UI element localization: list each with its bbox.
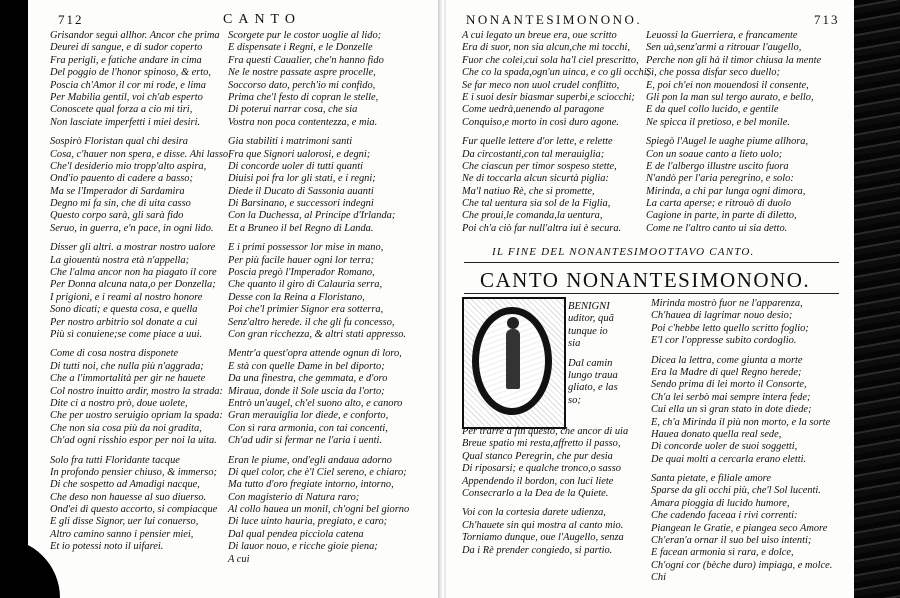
verse-line: Disser gli altri. a mostrar nostro ualore <box>50 242 216 254</box>
verse-line: Santa pietate, e filiale amore <box>651 473 771 485</box>
verse-line: Che l'alma ancor non ha piagato il core <box>50 267 217 279</box>
verse-line: Ma'l natiuo Rè, che si promette, <box>462 185 595 197</box>
verse-line: Vostra non poca contentezza, e mia. <box>228 116 378 128</box>
verse-line: Per Mabilia gentil, voi ch'ab esperto <box>50 91 203 103</box>
verse-line: Dicea la lettra, come giunta a morte <box>651 354 803 366</box>
right-column-2-bottom <box>651 298 832 585</box>
verse-line: E, poi ch'ei non mouendosi il consente, <box>646 79 809 91</box>
verse-line: E da quel collo lucido, e gentile <box>646 104 779 116</box>
verse-line: uditor, quã <box>568 313 614 325</box>
right-page-number: 713 <box>814 12 840 27</box>
woodcut-initial-o <box>462 297 566 429</box>
verse-line: Come di cosa nostra disponete <box>50 348 179 360</box>
verse-line: Al collo hauea un monil, ch'ogni bel giorno <box>228 504 410 516</box>
verse-line: Era di suor, non sia alcun,che mi tocchi, <box>462 42 630 54</box>
verse-line: E dispensate i Regni, e le Donzelle <box>228 42 373 54</box>
verse-line: Poscia ch'Amor il cor mi rode, e lima <box>50 79 206 91</box>
verse-line: E facean armonia sì rara, e dolce, <box>651 547 794 559</box>
verse-line: Fra questi Caualier, che'n hanno fido <box>228 54 384 66</box>
verse-line: Con un soaue canto a lieto uolo; <box>646 148 783 160</box>
verse-line: Del poggio de l'honor spinoso, & erto, <box>50 67 211 79</box>
verse-line: Spiegò l'Augel le uaghe piume allhora, <box>646 136 809 148</box>
verse-line: Da circostanti,con tal merauiglia; <box>462 148 605 160</box>
verse-line: Di tutti noi, che nulla più n'aggrada; <box>50 360 204 372</box>
verse-line: Gli pon la man sul tergo aurato, e bello, <box>646 91 814 103</box>
verse-line: Ma se l'Imperador di Sardamira <box>50 185 185 197</box>
verse-line: Con sì rara armonia, con tai concenti, <box>228 422 388 434</box>
verse-line: A cui legato un breue era, oue scritto <box>462 30 617 41</box>
right-running-head: NONANTESIMONONO. <box>466 12 643 27</box>
verse-line: Sendo prima di lei morto il Consorte, <box>651 379 807 391</box>
verse-line: Sparse da gli occhi più, che'l Sol lucenti. <box>651 485 821 497</box>
verse-line: Di luce uinto hauria, pregiato, e caro; <box>228 516 388 528</box>
verse-line: Con la Duchessa, al Principe d'Irlanda; <box>228 210 396 222</box>
left-page <box>28 0 444 598</box>
verse-line: Mirinda, a chi par lunga ogni dimora, <box>646 185 806 197</box>
right-column-1-bottom <box>462 426 628 557</box>
verse-line: Più sì conuiene;se come piace a uui. <box>50 328 203 340</box>
verse-line: Per più facile hauer ogni lor terra; <box>228 254 375 266</box>
verse-line: Fra perigli, e fatiche andare in cima <box>50 54 202 66</box>
verse-line: Degno mi fa sin, che di uita casso <box>50 198 191 210</box>
verse-line: Scorgete pur le costor uoglie al lido; <box>228 30 382 41</box>
rule-top <box>464 262 839 263</box>
verse-line: Sono dicati; e questa cosa, e quella <box>50 304 198 316</box>
verse-line: Di che sospetto ad Amadigi nacque, <box>50 479 200 491</box>
verse-line: Ne di toccarla alcun sicurtà piglia: <box>462 173 609 185</box>
stanza-break <box>568 350 618 357</box>
verse-line: Ond'io pauento di cadere a basso; <box>50 173 193 185</box>
verse-line: Breue spatio mi resta,affretto il passo, <box>462 438 621 450</box>
verse-line: so; <box>568 394 581 406</box>
verse-line: Sì, che possa disfar seco duello; <box>646 67 780 79</box>
stanza-break <box>228 235 409 242</box>
stanza-break <box>651 348 832 355</box>
verse-line: Di quel color, che è'l Ciel sereno, e chiaro; <box>228 466 407 478</box>
verse-line: Se far meco non uuol crudel conflitto, <box>462 79 620 91</box>
verse-line: Conquiso,e morto in così duro agone. <box>462 116 619 128</box>
verse-line: Gia stabiliti i matrimoni santi <box>228 136 353 148</box>
stanza-break <box>228 448 409 455</box>
verse-line: Che deso non hauesse al suo diuerso. <box>50 491 207 503</box>
verse-line: Poi ch'a ciò far null'altra iui è secura. <box>462 222 622 234</box>
verse-line: De quai molti a cercarla erano eletti. <box>651 453 807 465</box>
verse-line: Da una finestra, che gemmata, e d'oro <box>228 373 388 385</box>
verse-line: Ne le nostre passate aspre procelle, <box>228 67 376 79</box>
verse-line: Torniamo dunque, oue l'Augello, senza <box>462 532 624 544</box>
verse-line: Fuor che colei,cui sola ha'l ciel prescritto, <box>462 54 639 66</box>
left-running-head: CANTO <box>223 12 301 27</box>
verse-line: Deurei di sangue, e di sudor coperto <box>50 42 203 54</box>
verse-line: Con gran ricchezza, & altri stati appresso. <box>228 328 406 340</box>
verse-line: Hauea donato quella real sede, <box>651 428 782 440</box>
verse-line: Conoscete qual forza a cio mi tiri, <box>50 104 193 116</box>
verse-line: Appendendo il bordon, con luci liete <box>462 475 614 487</box>
verse-line: N'andò per l'aria peregrino, e solo: <box>646 173 794 185</box>
verse-line: Che cadendo faceaa i rivi correnti: <box>651 510 798 522</box>
verse-line: Et io potessi noto il uifarei. <box>50 541 164 553</box>
verse-line: Entrò un'augel, ch'el suono alto, e canoro <box>228 397 403 409</box>
left-column-1 <box>50 30 231 554</box>
verse-line: Che per uostro seruigio opriam la spada: <box>50 410 223 422</box>
verse-line: Ch'ad udir si fermar ne l'aria i uenti. <box>228 435 382 447</box>
verse-line: Prima che'l festo di copran le stelle, <box>228 91 379 103</box>
stanza-break <box>462 129 650 136</box>
left-column-2 <box>228 30 409 566</box>
verse-line: Ch'hauete sin qui mostra al canto mio. <box>462 519 624 531</box>
stanza-break <box>50 341 231 348</box>
verse-line: Che ciascun per timor sospeso stette, <box>462 160 617 172</box>
verse-line: Per trarre a fin questo, che ancor di uia <box>462 426 629 437</box>
verse-line: Fur quelle lettere d'or lette, e relette <box>462 136 613 148</box>
verse-line: Di Barsinano, e successori indegni <box>228 198 374 210</box>
verse-line: Cosa, c'hauer non spera, e disse. Ahi lasso, <box>50 148 231 160</box>
verse-line: In profondo pensier chiuso, & immerso; <box>50 466 218 478</box>
verse-line: Come ne l'altro canto ui sia detto. <box>646 222 788 234</box>
verse-line: sia <box>568 338 581 350</box>
right-page <box>446 0 854 598</box>
verse-line: lungo traua <box>568 369 618 381</box>
verse-line: Era la Madre di quel Regno herede; <box>651 366 802 378</box>
verse-line: Poi che'l primier Signor era sotterra, <box>228 304 384 316</box>
verse-line: Che proui,le comanda,la uentura, <box>462 210 603 222</box>
verse-line: Voi con la cortesia darete udienza, <box>462 507 606 519</box>
stanza-break <box>228 341 409 348</box>
verse-line: Che a l'immortalità per gir ne hauete <box>50 373 206 385</box>
verse-line: Per Donna alcuna nata,o per Donzella; <box>50 279 216 291</box>
verse-line: Perche non gli hà il timor chiusa la mente <box>646 54 822 66</box>
verse-line: Dite ci a nostro prò, doue uolete, <box>50 397 188 409</box>
verse-line: E gli disse Signor, uer lui conuerso, <box>50 516 199 528</box>
verse-line: Sospirò Floristan qual chi desira <box>50 136 188 148</box>
verse-line: I prigioni, e i reami al nostro honore <box>50 291 203 303</box>
verse-line: Dal qual pendea picciola catena <box>228 528 364 540</box>
verse-line: E, ch'a Mirinda il più non morto, e la sorte <box>651 416 831 428</box>
verse-line: Piangean le Gratie, e piangea seco Amore <box>651 522 828 534</box>
verse-line: Non lasciate imperfetti i miei desiri. <box>50 116 201 128</box>
stanza-break <box>462 500 628 507</box>
verse-line: Che non sia cosa più da noi gradita, <box>50 422 202 434</box>
rule-bottom <box>464 293 839 294</box>
verse-line: Ch'ad ogni risshio espor per noi la uita. <box>50 435 217 447</box>
verse-line: Poi c'hebbe letto quello scritto foglio; <box>651 322 809 334</box>
verse-line: Mirinda mostrò fuor ne l'apparenza, <box>651 298 803 309</box>
verse-line: Cui ella un sì gran stato in dote diede; <box>651 404 812 416</box>
verse-line: Da i Rè prender congiedo, si partio. <box>462 544 613 556</box>
stanza-break <box>50 129 231 136</box>
verse-line: Dal camin <box>568 357 613 369</box>
verse-line: tunque io <box>568 325 608 337</box>
stanza-break <box>50 235 231 242</box>
verse-line: Di lauor nouo, e ricche gioie piena; <box>228 541 378 553</box>
verse-line: Senz'altro herede. il che gli fu concesso, <box>228 316 395 328</box>
right-column-1-top <box>462 30 650 235</box>
verse-line: Che tal uentura sia sol de la Figlia, <box>462 198 611 210</box>
verse-line: E stà con quelle Dame in bel diporto; <box>228 360 385 372</box>
verse-line: Diede il Ducato di Sassonia auanti <box>228 185 374 197</box>
verse-line: Cagione in parte, in parte di diletto, <box>646 210 797 222</box>
verse-line: Come uedrà,uenendo al paragone <box>462 104 604 116</box>
verse-line: Di concorde uoler de suoi soggetti, <box>651 441 798 453</box>
verse-line: La giouentù nostra età n'appella; <box>50 254 190 266</box>
verse-line: A cui <box>228 553 250 565</box>
verse-line: Et a Bruneo il bel Regno di Landa. <box>228 222 374 234</box>
stanza-break <box>50 448 231 455</box>
verse-line: Gran merauiglia lor diede, e conforto, <box>228 410 389 422</box>
verse-line: Ma tutto d'oro fregiate intorno, intorno, <box>228 479 394 491</box>
verse-line: Altro camino sanno i pensier miei, <box>50 528 194 540</box>
verse-line: E i primi possessor lor mise in mano, <box>228 242 384 254</box>
verse-line: E'l cor l'oppresse subito cordoglio. <box>651 335 797 347</box>
verse-line: Ond'ei di questo accorto, si compiacque <box>50 504 218 516</box>
verse-line: Qual stanco Peregrin, che pur desia <box>462 450 613 462</box>
verse-line: Che'l desiderio mio tropp'alto aspira, <box>50 160 207 172</box>
book-cover-edge <box>854 0 900 598</box>
verse-line: BENIGNI <box>568 301 610 312</box>
verse-line: Poscia pregò l'Imperador Romano, <box>228 267 375 279</box>
verse-line: La carta aperse; e ritrouò di duolo <box>646 198 792 210</box>
verse-line: Fra que Signori ualorosi, e degni; <box>228 148 371 160</box>
verse-line: Ch'ogni cor (bèche duro) impiaga, e molce. <box>651 559 833 571</box>
verse-line: Miraua, donde il Sole uscia da l'orto; <box>228 385 385 397</box>
verse-line: E de l'albergo illustre uscito fuora <box>646 160 789 172</box>
verse-line: Eran le piume, ond'egli andaua adorno <box>228 454 392 466</box>
stanza-break <box>646 129 821 136</box>
woodcut-figure <box>506 329 520 389</box>
verse-line: Ch'hauea di lagrimar nouo desio; <box>651 310 793 322</box>
left-page-number: 712 <box>58 12 84 27</box>
verse-line: Sen uà,senz'armi a ritrouar l'augello, <box>646 42 802 54</box>
drop-cap-opening-text <box>568 300 618 406</box>
verse-line: Di riposarsi; e qualche tronco,o sasso <box>462 463 621 475</box>
verse-line: Per nostro arbitrio sol donate a cui <box>50 316 198 328</box>
stanza-break <box>228 129 409 136</box>
verse-line: Di poterui narrar cosa, che sia <box>228 104 358 116</box>
verse-line: Grisandor seguì allhor. Ancor che prima <box>50 30 220 41</box>
verse-line: Solo fra tutti Floridante tacque <box>50 454 180 466</box>
canto-title: CANTO NONANTESIMONONO. <box>480 268 811 292</box>
verse-line: Ch'eran'a ornar il suo bel uiso intenti; <box>651 535 812 547</box>
verse-line: Di concorde uoler di tutti quanti <box>228 160 363 172</box>
end-of-canto-line: IL FINE DEL NONANTESIMOOTTAVO CANTO. <box>492 246 755 258</box>
verse-line: Questo corpo sarà, gli sarà fido <box>50 210 184 222</box>
right-column-2-top <box>646 30 821 235</box>
verse-line: Consecrarlo a la Dea de la Quiete. <box>462 487 609 499</box>
verse-line: Che quanto il giro di Calauria serra, <box>228 279 383 291</box>
verse-line: Amara pioggia di lucido humore, <box>651 497 790 509</box>
verse-line: Ne spicca il pretioso, e bel monile. <box>646 116 790 128</box>
verse-line: Diuisi poi fra lor gli stati, e i regni; <box>228 173 376 185</box>
verse-line: Con magisterio di Natura raro; <box>228 491 360 503</box>
woodcut-figure-head <box>507 317 519 329</box>
verse-line: Seruo, in guerra, e'n pace, in ogni lido. <box>50 222 214 234</box>
verse-line: Che co la spada,ogn'un uinca, e co gli occhi; <box>462 67 651 79</box>
verse-line: Chi <box>651 572 667 584</box>
verse-line: gliato, e las <box>568 382 618 394</box>
verse-line: E i suoi desir biasmar superbi,e sciocchi; <box>462 91 635 103</box>
verse-line: Soccorso dato, perch'io mi confido, <box>228 79 376 91</box>
verse-line: Mentr'a quest'opra attende ognun di loro, <box>228 348 402 360</box>
stanza-break <box>651 466 832 473</box>
verse-line: Leuossi la Guerriera, e francamente <box>646 30 798 41</box>
verse-line: Col nostro inuitto ardir, mostro la strada: <box>50 385 223 397</box>
verse-line: Ch'a lei serbò mai sempre intera fede; <box>651 391 811 403</box>
verse-line: Desse con la Reina a Floristano, <box>228 291 365 303</box>
